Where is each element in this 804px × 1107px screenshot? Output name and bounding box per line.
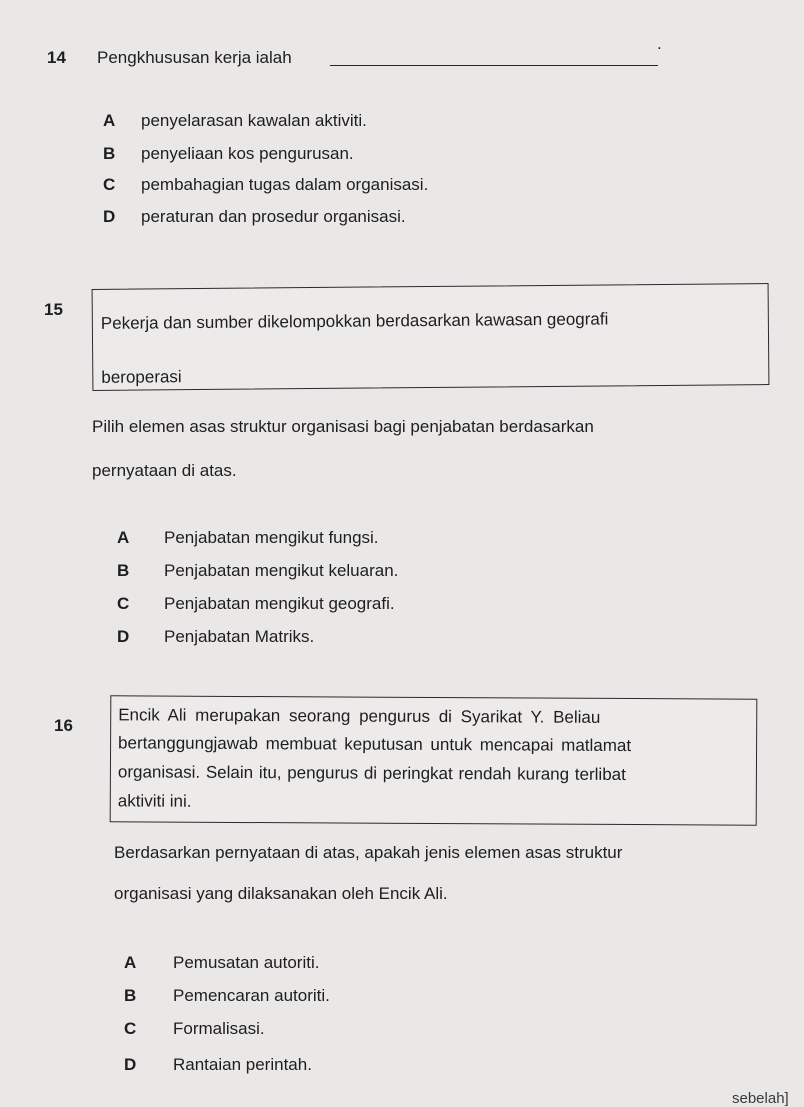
option-letter: A xyxy=(124,953,137,972)
option-letter: C xyxy=(124,1019,137,1038)
option-text: Pemencaran autoriti. xyxy=(173,986,330,1005)
statement-line: Pekerja dan sumber dikelompokkan berdasarkan kawasan geografi xyxy=(100,309,609,333)
statement-line: Encik Ali merupakan seorang pengurus di Syarikat Y. Beliau xyxy=(118,705,601,727)
statement-line: aktiviti ini. xyxy=(117,791,192,811)
question-number: 16 xyxy=(54,716,73,735)
option-text: Penjabatan mengikut keluaran. xyxy=(164,561,399,580)
option-text: penyelarasan kawalan aktiviti. xyxy=(141,111,367,130)
option-text: Penjabatan mengikut geografi. xyxy=(164,594,395,613)
option-letter: B xyxy=(103,144,116,163)
statement-line: bertanggungjawab membuat keputusan untuk mencapai matlamat xyxy=(118,733,632,756)
option-text: penyeliaan kos pengurusan. xyxy=(141,144,354,163)
option-text: peraturan dan prosedur organisasi. xyxy=(141,207,406,226)
option-letter: C xyxy=(117,594,130,613)
option-text: Penjabatan Matriks. xyxy=(164,627,315,646)
option-letter: B xyxy=(117,561,130,580)
question-stem: Pengkhususan kerja ialah xyxy=(97,48,292,67)
question-number: 15 xyxy=(44,300,63,319)
statement-line: beroperasi xyxy=(101,367,182,387)
option-text: pembahagian tugas dalam organisasi. xyxy=(141,175,429,194)
question-prompt-line: Berdasarkan pernyataan di atas, apakah jenis elemen asas struktur xyxy=(114,843,623,862)
option-text: Penjabatan mengikut fungsi. xyxy=(164,528,379,547)
answer-blank xyxy=(330,46,658,66)
question-prompt-line: Pilih elemen asas struktur organisasi bagi penjabatan berdasarkan xyxy=(92,417,594,436)
question-number: 14 xyxy=(47,48,66,67)
statement-box xyxy=(110,695,758,825)
question-prompt-line: pernyataan di atas. xyxy=(92,461,237,480)
option-letter: D xyxy=(124,1055,137,1074)
option-text: Pemusatan autoriti. xyxy=(173,953,320,972)
footer-fragment: sebelah] xyxy=(732,1090,789,1107)
statement-box xyxy=(92,283,770,391)
option-letter: B xyxy=(124,986,137,1005)
option-text: Rantaian perintah. xyxy=(173,1055,312,1074)
option-letter: A xyxy=(103,111,116,130)
option-letter: D xyxy=(117,627,130,646)
option-letter: C xyxy=(103,175,116,194)
question-prompt-line: organisasi yang dilaksanakan oleh Encik Ali. xyxy=(114,884,448,903)
option-letter: D xyxy=(103,207,116,226)
option-letter: A xyxy=(117,528,130,547)
statement-line: organisasi. Selain itu, pengurus di peringkat rendah kurang terlibat xyxy=(117,762,626,785)
blank-end-mark: . xyxy=(657,34,662,53)
option-text: Formalisasi. xyxy=(173,1019,265,1038)
